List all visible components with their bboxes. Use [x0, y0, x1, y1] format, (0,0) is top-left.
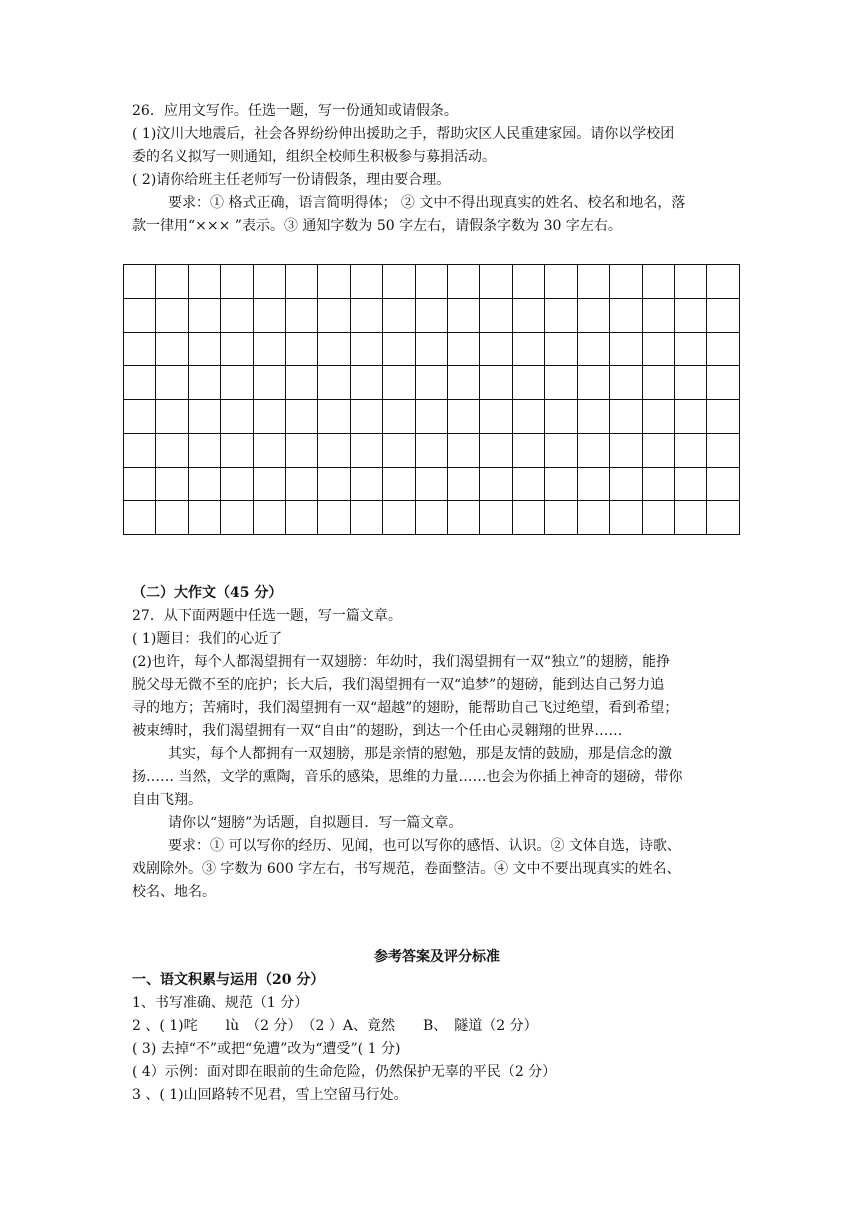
grid-cell[interactable]	[221, 400, 253, 434]
grid-cell[interactable]	[350, 366, 382, 400]
grid-cell[interactable]	[124, 366, 156, 400]
q27-text: 脱父母无微不至的庇护；长大后，我们渴望拥有一双“追梦”的翅磅，能到达自己努力追	[132, 677, 665, 693]
grid-cell[interactable]	[512, 433, 544, 467]
grid-cell[interactable]	[577, 467, 609, 501]
grid-cell[interactable]	[124, 433, 156, 467]
grid-cell[interactable]	[188, 467, 220, 501]
q27-text: 其实，每个人都拥有一双翅膀，那是亲情的慰勉，那是友情的鼓励，那是信念的激	[168, 746, 672, 762]
grid-cell[interactable]	[545, 265, 577, 299]
grid-cell[interactable]	[480, 265, 512, 299]
grid-cell[interactable]	[318, 433, 350, 467]
q27-option-1: ( 1)题目：我们的心近了	[132, 631, 283, 647]
answer-key	[132, 946, 742, 1107]
grid-cell[interactable]	[448, 501, 480, 535]
grid-cell[interactable]	[383, 265, 415, 299]
grid-row	[124, 467, 740, 501]
grid-cell[interactable]	[124, 332, 156, 366]
grid-cell[interactable]	[383, 400, 415, 434]
answer-item: ( 3) 去掉“不”或把“免遭”改为“遭受”( 1 分)	[132, 1041, 401, 1057]
grid-cell[interactable]	[350, 265, 382, 299]
grid-cell[interactable]	[156, 265, 188, 299]
q27-prompt: 请你以“翅膀”为话题，自拟题目．写一篇文章。	[168, 815, 463, 831]
q26-requirements-cont: 款一律用“××× ”表示。③ 通知字数为 50 字左右，请假条字数为 30 字左右。	[132, 218, 622, 234]
grid-cell[interactable]	[480, 433, 512, 467]
q27-text: 自由飞翔。	[132, 792, 202, 808]
grid-cell[interactable]	[577, 298, 609, 332]
grid-cell[interactable]	[480, 298, 512, 332]
grid-cell[interactable]	[415, 298, 447, 332]
grid-cell[interactable]	[253, 298, 285, 332]
grid-cell[interactable]	[350, 298, 382, 332]
answer-item: ( 4）示例：面对即在眼前的生命危险，仍然保护无辜的平民（2 分）	[132, 1064, 557, 1080]
grid-cell[interactable]	[253, 501, 285, 535]
grid-cell[interactable]	[383, 467, 415, 501]
writing-grid[interactable]	[123, 264, 740, 535]
q27-requirements-cont: 校名、地名。	[132, 884, 216, 900]
grid-cell[interactable]	[480, 467, 512, 501]
grid-cell[interactable]	[221, 298, 253, 332]
grid-cell[interactable]	[318, 265, 350, 299]
grid-cell[interactable]	[415, 332, 447, 366]
grid-cell[interactable]	[642, 400, 674, 434]
grid-cell[interactable]	[350, 400, 382, 434]
grid-cell[interactable]	[383, 298, 415, 332]
grid-cell[interactable]	[415, 265, 447, 299]
grid-cell[interactable]	[480, 332, 512, 366]
grid-cell[interactable]	[480, 400, 512, 434]
q26-option-1-cont: 委的名义拟写一则通知，组织全校师生积极参与募捐活动。	[132, 149, 496, 165]
grid-cell[interactable]	[124, 501, 156, 535]
question-27	[132, 582, 742, 904]
grid-cell[interactable]	[512, 501, 544, 535]
grid-cell[interactable]	[383, 501, 415, 535]
grid-cell[interactable]	[318, 366, 350, 400]
grid-cell[interactable]	[512, 298, 544, 332]
grid-cell[interactable]	[415, 433, 447, 467]
grid-row	[124, 298, 740, 332]
grid-cell[interactable]	[350, 433, 382, 467]
grid-cell[interactable]	[707, 298, 740, 332]
grid-cell[interactable]	[610, 332, 642, 366]
grid-cell[interactable]	[383, 366, 415, 400]
grid-cell[interactable]	[415, 366, 447, 400]
q27-requirements-cont: 戏剧除外。③ 字数为 600 字左右，书写规范，卷面整洁。④ 文中不要出现真实的姓名、	[132, 861, 681, 877]
grid-cell[interactable]	[642, 433, 674, 467]
grid-cell[interactable]	[577, 332, 609, 366]
answer-item: 3 、( 1)山回路转不见君，雪上空留马行处。	[132, 1087, 408, 1103]
grid-cell[interactable]	[188, 433, 220, 467]
grid-cell[interactable]	[318, 298, 350, 332]
grid-cell[interactable]	[415, 467, 447, 501]
grid-cell[interactable]	[156, 298, 188, 332]
q27-option-2: (2)也许，每个人都渴望拥有一双翅膀：年幼时，我们渴望拥有一双“独立”的翅膀，能挣	[132, 654, 671, 670]
grid-cell[interactable]	[415, 501, 447, 535]
grid-cell[interactable]	[642, 366, 674, 400]
grid-cell[interactable]	[156, 366, 188, 400]
question-26	[132, 100, 740, 238]
grid-cell[interactable]	[545, 400, 577, 434]
grid-cell[interactable]	[318, 400, 350, 434]
grid-cell[interactable]	[253, 433, 285, 467]
grid-cell[interactable]	[674, 400, 706, 434]
grid-cell[interactable]	[674, 265, 706, 299]
grid-cell[interactable]	[707, 332, 740, 366]
grid-cell[interactable]	[707, 366, 740, 400]
grid-cell[interactable]	[610, 467, 642, 501]
grid-cell[interactable]	[707, 501, 740, 535]
grid-cell[interactable]	[707, 433, 740, 467]
grid-cell[interactable]	[512, 467, 544, 501]
grid-row	[124, 433, 740, 467]
q27-text: 被束缚时，我们渴望拥有一双“自由”的翅盼，到达一个任由心灵翱翔的世界……	[132, 723, 623, 739]
grid-cell[interactable]	[448, 332, 480, 366]
q26-option-1: ( 1)汶川大地震后，社会各界纷纷伸出援助之手，帮助灾区人民重建家园。请你以学校团	[132, 126, 675, 142]
q27-text: 寻的地方；苦痛时，我们渴望拥有一双“超越”的翅盼，能帮助自己飞过绝望，看到希望；	[132, 700, 679, 716]
grid-cell[interactable]	[448, 400, 480, 434]
grid-row	[124, 366, 740, 400]
grid-cell[interactable]	[707, 467, 740, 501]
grid-cell[interactable]	[610, 366, 642, 400]
answer-item: 2 、( 1)咤 lù （2 分） （2 ）A、竟然 B、 隧道（2 分）	[132, 1018, 538, 1034]
grid-cell[interactable]	[480, 366, 512, 400]
grid-cell[interactable]	[253, 366, 285, 400]
grid-cell[interactable]	[286, 433, 318, 467]
grid-cell[interactable]	[415, 400, 447, 434]
grid-cell[interactable]	[350, 332, 382, 366]
grid-cell[interactable]	[577, 400, 609, 434]
grid-cell[interactable]	[610, 501, 642, 535]
grid-cell[interactable]	[512, 265, 544, 299]
grid-cell[interactable]	[156, 501, 188, 535]
grid-cell[interactable]	[642, 298, 674, 332]
grid-cell[interactable]	[545, 298, 577, 332]
grid-cell[interactable]	[545, 501, 577, 535]
grid-row	[124, 501, 740, 535]
grid-cell[interactable]	[286, 400, 318, 434]
q26-requirements: 要求：① 格式正确，语言简明得体； ② 文中不得出现真实的姓名、校名和地名，落	[168, 195, 686, 211]
grid-cell[interactable]	[577, 366, 609, 400]
grid-cell[interactable]	[156, 433, 188, 467]
grid-cell[interactable]	[156, 400, 188, 434]
grid-cell[interactable]	[253, 265, 285, 299]
grid-cell[interactable]	[545, 467, 577, 501]
grid-cell[interactable]	[286, 501, 318, 535]
grid-cell[interactable]	[350, 467, 382, 501]
grid-cell[interactable]	[674, 501, 706, 535]
grid-cell[interactable]	[221, 501, 253, 535]
grid-cell[interactable]	[253, 400, 285, 434]
grid-cell[interactable]	[188, 400, 220, 434]
grid-cell[interactable]	[674, 298, 706, 332]
grid-cell[interactable]	[512, 400, 544, 434]
grid-cell[interactable]	[448, 298, 480, 332]
grid-cell[interactable]	[221, 467, 253, 501]
grid-cell[interactable]	[286, 467, 318, 501]
grid-cell[interactable]	[642, 265, 674, 299]
grid-cell[interactable]	[350, 501, 382, 535]
q27-requirements: 要求：① 可以写你的经历、见闻，也可以写你的感悟、认识。② 文体自选，诗歌、	[168, 838, 681, 854]
grid-cell[interactable]	[577, 433, 609, 467]
grid-cell[interactable]	[642, 467, 674, 501]
section-heading-essay: （二）大作文（45 分）	[132, 585, 283, 601]
answer-section-1: 一、语文积累与运用（20 分）	[132, 972, 325, 988]
grid-cell[interactable]	[707, 400, 740, 434]
q26-option-2: ( 2)请你给班主任老师写一份请假条，理由要合理。	[132, 172, 451, 188]
grid-cell[interactable]	[124, 298, 156, 332]
grid-cell[interactable]	[286, 265, 318, 299]
grid-row	[124, 332, 740, 366]
grid-cell[interactable]	[124, 467, 156, 501]
grid-cell[interactable]	[577, 501, 609, 535]
q27-text: 扬…… 当然，文学的熏陶，音乐的感染，思维的力量……也会为你插上神奇的翅磅，带你	[132, 769, 683, 785]
grid-cell[interactable]	[512, 332, 544, 366]
grid-cell[interactable]	[610, 265, 642, 299]
grid-cell[interactable]	[545, 433, 577, 467]
grid-row	[124, 400, 740, 434]
grid-cell[interactable]	[221, 366, 253, 400]
answer-key-title: 参考答案及评分标准	[374, 949, 500, 965]
grid-cell[interactable]	[318, 332, 350, 366]
grid-cell[interactable]	[188, 298, 220, 332]
grid-cell[interactable]	[448, 467, 480, 501]
grid-cell[interactable]	[286, 366, 318, 400]
grid-cell[interactable]	[674, 433, 706, 467]
grid-cell[interactable]	[318, 467, 350, 501]
grid-cell[interactable]	[188, 265, 220, 299]
grid-cell[interactable]	[674, 332, 706, 366]
grid-cell[interactable]	[448, 366, 480, 400]
grid-cell[interactable]	[642, 501, 674, 535]
grid-cell[interactable]	[383, 433, 415, 467]
grid-cell[interactable]	[156, 332, 188, 366]
grid-cell[interactable]	[480, 501, 512, 535]
q26-title: 26．应用文写作。任选一题，写一份通知或请假条。	[132, 103, 458, 119]
grid-cell[interactable]	[674, 467, 706, 501]
grid-cell[interactable]	[188, 501, 220, 535]
grid-cell[interactable]	[188, 332, 220, 366]
grid-cell[interactable]	[577, 265, 609, 299]
answer-item: 1、书写准确、规范（1 分）	[132, 995, 309, 1011]
grid-cell[interactable]	[286, 298, 318, 332]
grid-cell[interactable]	[707, 265, 740, 299]
grid-cell[interactable]	[448, 265, 480, 299]
grid-cell[interactable]	[124, 400, 156, 434]
grid-cell[interactable]	[124, 265, 156, 299]
grid-cell[interactable]	[383, 332, 415, 366]
grid-cell[interactable]	[448, 433, 480, 467]
grid-row	[124, 265, 740, 299]
grid-cell[interactable]	[545, 366, 577, 400]
grid-cell[interactable]	[610, 400, 642, 434]
grid-cell[interactable]	[253, 467, 285, 501]
q27-title: 27．从下面两题中任选一题，写一篇文章。	[132, 608, 402, 624]
grid-cell[interactable]	[318, 501, 350, 535]
grid-cell[interactable]	[221, 332, 253, 366]
grid-cell[interactable]	[286, 332, 318, 366]
grid-cell[interactable]	[642, 332, 674, 366]
grid-cell[interactable]	[221, 265, 253, 299]
grid-cell[interactable]	[188, 366, 220, 400]
grid-cell[interactable]	[512, 366, 544, 400]
grid-cell[interactable]	[156, 467, 188, 501]
grid-cell[interactable]	[674, 366, 706, 400]
grid-cell[interactable]	[610, 298, 642, 332]
grid-cell[interactable]	[221, 433, 253, 467]
grid-cell[interactable]	[545, 332, 577, 366]
grid-cell[interactable]	[253, 332, 285, 366]
grid-cell[interactable]	[610, 433, 642, 467]
